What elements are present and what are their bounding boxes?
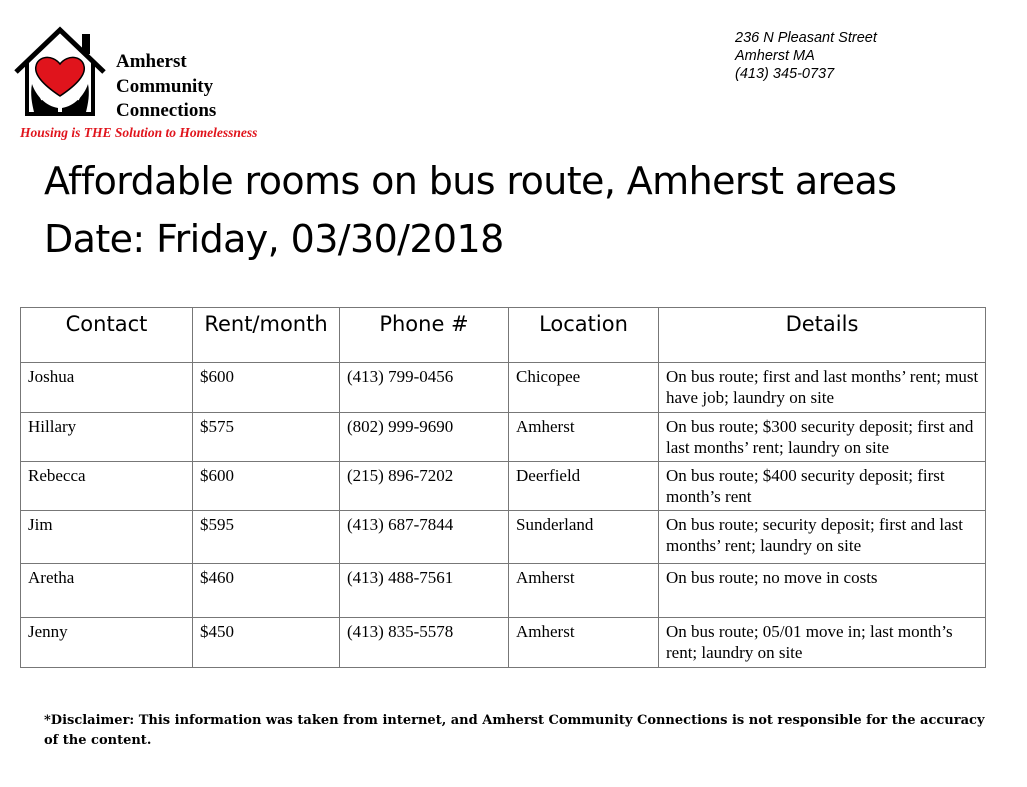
- header-phone: Phone #: [340, 308, 509, 363]
- cell-details: On bus route; first and last months’ rent; must have job; laundry on site: [659, 363, 986, 413]
- house-heart-hands-icon: [12, 26, 108, 118]
- listings-table: [20, 307, 986, 668]
- cell-phone: (413) 687-7844: [340, 511, 509, 564]
- cell-phone: (802) 999-9690: [340, 413, 509, 462]
- cell-rent: $600: [193, 363, 340, 413]
- cell-rent: $450: [193, 618, 340, 668]
- header-details: Details: [659, 308, 986, 363]
- org-name-line: Community: [116, 75, 214, 97]
- cell-contact: Aretha: [21, 564, 193, 618]
- cell-rent: $460: [193, 564, 340, 618]
- page-date: Date: Friday, 03/30/2018: [44, 217, 504, 261]
- cell-rent: $575: [193, 413, 340, 462]
- table-row: [21, 413, 986, 462]
- cell-location: Amherst: [509, 564, 659, 618]
- table-row: [21, 363, 986, 413]
- address-city: Amherst MA: [735, 48, 815, 64]
- cell-details: On bus route; $300 security deposit; first and last months’ rent; laundry on site: [659, 413, 986, 462]
- cell-contact: Rebecca: [21, 462, 193, 511]
- org-tagline: Housing is THE Solution to Homelessness: [20, 125, 258, 140]
- org-name: [116, 50, 216, 124]
- address-phone: (413) 345-0737: [735, 66, 835, 82]
- header-rent: Rent/month: [193, 308, 340, 363]
- org-name-line: Amherst: [116, 51, 187, 72]
- table-row: [21, 618, 986, 668]
- cell-contact: Hillary: [21, 413, 193, 462]
- address-street: 236 N Pleasant Street: [735, 30, 877, 46]
- org-logo: [12, 26, 284, 144]
- cell-details: On bus route; no move in costs: [659, 564, 986, 618]
- cell-phone: (413) 835-5578: [340, 618, 509, 668]
- cell-phone: (413) 799-0456: [340, 363, 509, 413]
- cell-phone: (215) 896-7202: [340, 462, 509, 511]
- header-location: Location: [509, 308, 659, 363]
- cell-location: Amherst: [509, 618, 659, 668]
- cell-location: Chicopee: [509, 363, 659, 413]
- cell-details: On bus route; $400 security deposit; first month’s rent: [659, 462, 986, 511]
- cell-contact: Jenny: [21, 618, 193, 668]
- org-name-line: Connections: [116, 100, 217, 121]
- cell-location: Amherst: [509, 413, 659, 462]
- cell-rent: $600: [193, 462, 340, 511]
- cell-location: Deerfield: [509, 462, 659, 511]
- cell-details: On bus route; security deposit; first and last months’ rent; laundry on site: [659, 511, 986, 564]
- org-address: [735, 29, 877, 83]
- header-contact: Contact: [21, 308, 193, 363]
- cell-contact: Jim: [21, 511, 193, 564]
- table-row: [21, 462, 986, 511]
- cell-contact: Joshua: [21, 363, 193, 413]
- cell-location: Sunderland: [509, 511, 659, 564]
- page-title: Affordable rooms on bus route, Amherst areas: [44, 159, 897, 203]
- page-heading: [44, 152, 896, 268]
- cell-rent: $595: [193, 511, 340, 564]
- table-header-row: [21, 308, 986, 363]
- cell-phone: (413) 488-7561: [340, 564, 509, 618]
- table-row: [21, 511, 986, 564]
- cell-details: On bus route; 05/01 move in; last month’s rent; laundry on site: [659, 618, 986, 668]
- table-row: [21, 564, 986, 618]
- disclaimer: *Disclaimer: This information was taken from internet, and Amherst Community Connections is not responsible for the accuracy of the content.: [44, 713, 985, 748]
